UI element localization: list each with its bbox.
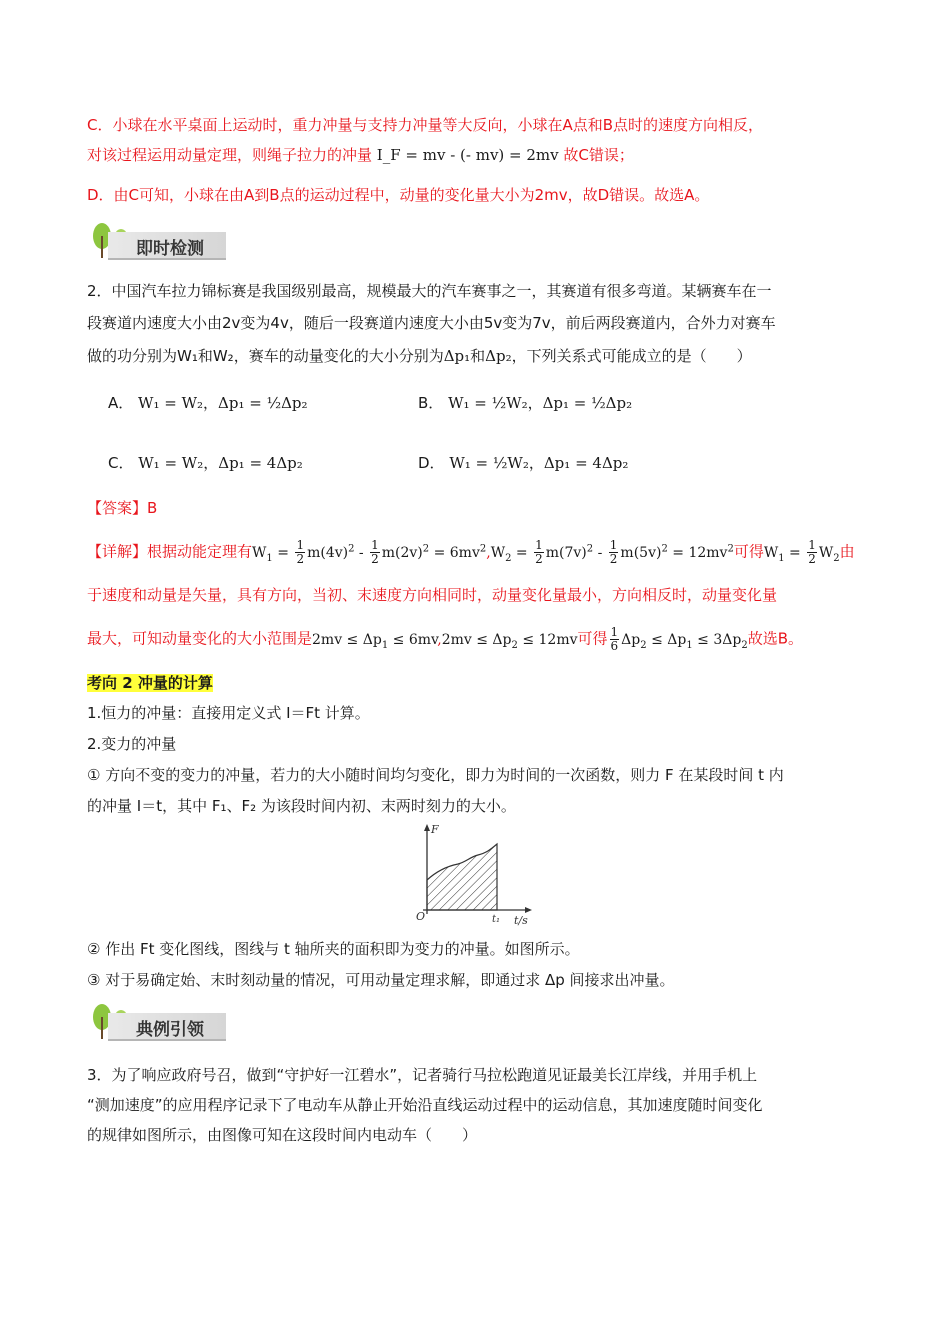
option-c-explanation-line2 [87, 144, 634, 166]
t1-label: t₁ [492, 914, 501, 925]
option-b-label: B． [418, 394, 444, 412]
force-time-graph [408, 822, 540, 930]
answer-line [87, 497, 157, 519]
q3-line2: “测加速度”的应用程序记录下了电动车从静止开始沿直线运动过程中的运动信息，其加速度随时间变化 [87, 1096, 763, 1114]
option-d-expr: W₁ = ½W₂，Δp₁ = 4Δp₂ [449, 454, 629, 472]
q2-line1: 2．中国汽车拉力锦标赛是我国级别最高，规模最大的汽车赛事之一，其赛道有很多弯道。某辆赛车在一 [87, 282, 772, 300]
q2-and: 和 [470, 347, 486, 365]
option-b[interactable] [418, 392, 632, 413]
detail-line1 [87, 538, 855, 569]
detail-tag: 【详解】 [87, 542, 148, 561]
detail3-text: 最大，可知动量变化的大小范围是 [87, 629, 313, 648]
q3-line3: 的规律如图所示，由图像可知在这段时间内电动车（ ） [87, 1126, 478, 1144]
work-equations: $W_1$ = $\frac{1}{2}$ $m(4v)^2$ - $\frac{1}{2}$ $m(2v)^2 = 6mv^2,W_2$ = $\frac{1}{2}$ $m(7v)^2$ - $\frac{1}{2}$ $m(5v)^2 = 12mv^2$ [252, 538, 734, 567]
c-line2-text: 对该过程运用动量定理，则绳子拉力的冲量 [87, 146, 373, 164]
kx2-p3-line1: ① 方向不变的变力的冲量，若力的大小随时间均匀变化，即力为时间的一次函数，则力 F 在某段时间 t 内 [87, 766, 784, 784]
y-axis-label: F [431, 823, 439, 836]
kx2-p2: 2.变力的冲量 [87, 735, 177, 753]
option-a[interactable] [108, 392, 308, 413]
detail1-text: 根据动能定理有 [147, 542, 253, 561]
q3-line1: 3．为了响应政府号召，做到“守护好一江碧水”，记者骑行马拉松跑道见证最美长江岸线，并用手机上 [87, 1066, 758, 1084]
section-title: 即时检测 [136, 239, 204, 259]
detail3-end: 故选B。 [747, 629, 803, 648]
option-a-label: A． [108, 394, 134, 412]
delta-p2: Δp₂ [485, 347, 512, 365]
q2-line3-text: 做的功分别为W₁和W₂，赛车的动量变化的大小分别为 [87, 347, 444, 365]
option-c-expr: W₁ = W₂，Δp₁ = 4Δp₂ [138, 454, 303, 472]
section-banner-example [88, 1003, 228, 1045]
detail-line2: 于速度和动量是矢量，具有方向，当初、末速度方向相同时，动量变化量最小，方向相反时，动量变化量 [87, 586, 778, 604]
kx2-title: 考向 2 冲量的计算 [87, 674, 213, 692]
option-d[interactable] [418, 452, 628, 473]
x-axis-label: t/s [514, 914, 528, 927]
kx2-p4: ② 作出 Ft 变化图线，图线与 t 轴所夹的面积即为变力的冲量。如图所示。 [87, 940, 580, 958]
q2-line2: 段赛道内速度大小由2v变为4v，随后一段赛道内速度大小由5v变为7v，前后两段赛道内，合外力对赛车 [87, 314, 776, 332]
detail1-conclude: 可得 [733, 542, 764, 561]
x-arrow [525, 907, 532, 913]
c-line2-end: 故C错误； [563, 146, 634, 164]
option-d-explanation: D．由C可知，小球在由A到B点的运动过程中，动量的变化量大小为2mv，故D错误。故选A。 [87, 186, 710, 204]
impulse-equation: I_F = mv - (- mv) = 2mv [376, 146, 559, 164]
option-a-expr: W₁ = W₂，Δp₁ = ½Δp₂ [138, 394, 308, 412]
option-c-label: C． [108, 454, 134, 472]
q2-line3 [87, 345, 752, 367]
option-c-explanation-line1: C．小球在水平桌面上运动时，重力冲量与支持力冲量等大反向，小球在A点和B点时的速度方向相反， [87, 116, 764, 134]
momentum-ratio: $\frac{1}{6}$ $\Delta p_2 \le \Delta p_1 \le 3\Delta p_2$ [610, 625, 748, 653]
kx2-p5: ③ 对于易确定始、末时刻动量的情况，可用动量定理求解，即通过求 Δp 间接求出冲量。 [87, 971, 675, 989]
detail1-end: 由 [839, 542, 855, 561]
option-b-expr: W₁ = ½W₂，Δp₁ = ½Δp₂ [448, 394, 633, 412]
answer-tag: 【答案】 [87, 499, 148, 517]
detail-line3 [87, 626, 803, 656]
detail3-mid: 可得 [577, 629, 608, 648]
q2-line3-end: ，下列关系式可能成立的是（ ） [511, 347, 752, 365]
section-title: 典例引领 [136, 1020, 204, 1040]
momentum-range: $2mv \le \Delta p_1 \le 6mv,2mv \le \Delta p_2 \le 12mv$ [312, 631, 578, 651]
answer-value: B [147, 499, 158, 517]
delta-p1: Δp₁ [443, 347, 471, 365]
option-d-label: D． [418, 454, 445, 472]
kx2-heading [87, 672, 213, 694]
section-banner-instant-test [88, 222, 228, 264]
origin-label: O [416, 910, 426, 923]
kx2-p1: 1.恒力的冲量：直接用定义式 I＝Ft 计算。 [87, 704, 370, 722]
work-ratio: $W_1$ = $\frac{1}{2}$ $W_2$ [763, 538, 840, 567]
y-arrow [424, 824, 430, 831]
impulse-area [427, 844, 497, 910]
kx2-p3-line2: 的冲量 I＝t，其中 F₁、F₂ 为该段时间内初、末两时刻力的大小。 [87, 797, 516, 815]
option-c[interactable] [108, 452, 303, 473]
